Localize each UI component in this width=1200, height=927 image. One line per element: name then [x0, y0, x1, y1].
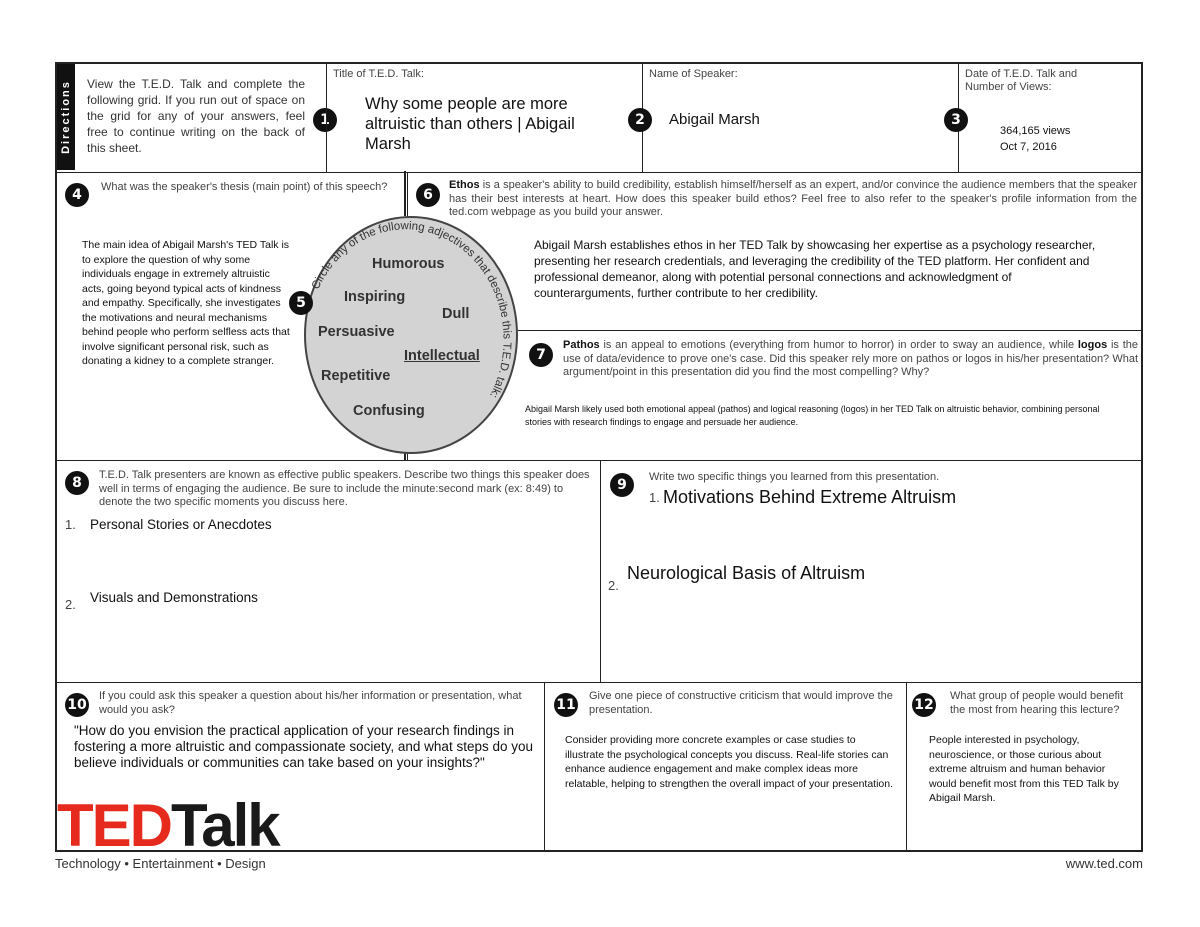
speaker-cell [635, 64, 958, 172]
learned-cell [600, 460, 1141, 682]
ethos-prompt [449, 179, 1137, 220]
adjective-persuasive[interactable]: Persuasive [318, 324, 395, 340]
footer-url[interactable]: www.ted.com [1065, 856, 1143, 871]
criticism-prompt: Give one piece of constructive criticism that would improve the presentation. [589, 690, 893, 716]
question-6-number: 6 [416, 183, 440, 207]
pathos-term: Pathos [563, 339, 600, 351]
learned-item-2[interactable]: Neurological Basis of Altruism [627, 563, 866, 583]
ted-logo-red: TED [57, 792, 171, 859]
engagement-cell [57, 460, 600, 682]
learned-item-2-number: 2. [608, 578, 619, 593]
ethos-term: Ethos [449, 179, 480, 191]
question-9-number: 9 [610, 473, 634, 497]
date-views-cell [951, 64, 1141, 172]
engagement-prompt: T.E.D. Talk presenters are known as effective public speakers. Describe two things this speaker does well in terms of engaging the audience. Be sure to include the minute:second mark (ex: 8:49) to denote the two specific moments you discuss here. [99, 469, 590, 508]
directions-tab [57, 64, 75, 170]
thesis-prompt: What was the speaker's thesis (main point) of this speech? [101, 181, 388, 193]
question-prompt: If you could ask this speaker a question about his/her information or presentation, what would you ask? [99, 690, 522, 716]
ethos-cell [407, 172, 1141, 330]
directions-text: View the T.E.D. Talk and complete the following grid. If you run out of space on the grid for any of your answers, feel free to continue writing on the back of this sheet. [87, 77, 305, 155]
logos-term: logos [1077, 339, 1108, 351]
question-7-number: 7 [529, 343, 553, 367]
adjective-humorous[interactable]: Humorous [372, 256, 445, 272]
question-2-number: 2 [628, 108, 652, 132]
adjective-repetitive[interactable]: Repetitive [321, 368, 391, 384]
question-3-number: 3 [944, 108, 968, 132]
audience-answer[interactable]: People interested in psychology, neuroscience, or those curious about extreme altruism and human behavior would benefit most from this TED Talk by Abigail Marsh. [929, 734, 1119, 804]
circle-arc-label: Circle any of the following adjectives that describe this T.E.D. talk: [309, 220, 513, 400]
title-label: Title of T.E.D. Talk: [333, 68, 424, 80]
adjective-circle [304, 216, 518, 454]
learned-prompt: Write two specific things you learned from this presentation. [649, 471, 940, 483]
directions-cell [57, 64, 330, 172]
audience-prompt: What group of people would benefit the most from hearing this lecture? [950, 690, 1124, 716]
ethos-prompt-text: is a speaker's ability to build credibility, establish himself/herself as an expert, and/or convince the audience members that the speaker has their best interests at heart. How does this speaker build ethos? Feel free to also refer to the speaker's profile information from the ted.com webpage as you build your answer. [449, 179, 1137, 218]
pathos-logos-prompt: Pathos is an appeal to emotions (everything from humor to horror) in order to sway an audience, while logos is the use of data/evidence to prove one's case. Did this speaker rely more on pathos or logos in his/her presentation? What argument/point in this presentation did you find the most compelling? Why? [563, 339, 1138, 378]
question-4-number: 4 [65, 183, 89, 207]
date-views-label: Date of T.E.D. Talk and Number of Views: [965, 68, 1078, 93]
pathos-logos-answer[interactable]: Abigail Marsh likely used both emotional appeal (pathos) and logical reasoning (logos) in her TED Talk on altruistic behavior, combining personal stories with research findings to engage and persuade her audience. [525, 404, 1100, 427]
engagement-item-2-number: 2. [65, 597, 76, 612]
speaker-label: Name of Speaker: [649, 68, 738, 80]
views-answer[interactable]: 364,165 views [1000, 125, 1071, 137]
engagement-item-1-number: 1. [65, 517, 76, 532]
adjective-confusing[interactable]: Confusing [353, 403, 425, 419]
engagement-item-2[interactable]: Visuals and Demonstrations [90, 590, 258, 605]
date-answer[interactable]: Oct 7, 2016 [1000, 141, 1057, 153]
audience-cell [906, 682, 1141, 850]
title-cell [326, 64, 642, 172]
adjective-dull[interactable]: Dull [442, 306, 470, 322]
talk-logo-dark: Talk [171, 792, 279, 859]
title-answer[interactable]: Why some people are more altruistic than others | Abigail Marsh [365, 95, 575, 153]
footer-tagline: Technology • Entertainment • Design [55, 856, 266, 871]
circle-connector-top [404, 171, 406, 216]
question-1-number: 1 [313, 108, 337, 132]
question-5-number: 5 [289, 291, 313, 315]
question-8-number: 8 [65, 471, 89, 495]
criticism-cell [544, 682, 906, 850]
criticism-answer[interactable]: Consider providing more concrete examples or case studies to illustrate the psychological concepts you discuss. Real-life stories can enhance audience engagement and make complex ideas more relatable, helping to strengthen the overall impact of your presentation. [565, 734, 894, 790]
learned-item-1-number: 1. [649, 490, 660, 505]
ted-talk-logo [57, 792, 279, 859]
speaker-answer[interactable]: Abigail Marsh [669, 111, 760, 128]
worksheet-grid [55, 62, 1143, 852]
directions-tab-label: Directions [60, 80, 72, 154]
ethos-answer[interactable]: Abigail Marsh establishes ethos in her TED Talk by showcasing her expertise as a psychology researcher, presenting her research credentials, and leveraging the credibility of the TED platform. Her confident and professional demeanor, along with potential personal connections and acknowledgment of counterarguments, further contribute to her credibility. [534, 238, 1096, 300]
adjective-intellectual[interactable]: Intellectual [404, 348, 480, 364]
question-answer[interactable]: "How do you envision the practical application of your research findings in fostering a more altruistic and compassionate society, and what steps do you believe individuals or communities can take based on your insights?" [74, 723, 533, 770]
question-10-number: 10 [65, 693, 89, 717]
question-12-number: 12 [912, 693, 936, 717]
learned-item-1[interactable]: Motivations Behind Extreme Altruism [663, 487, 957, 507]
question-11-number: 11 [554, 693, 578, 717]
adjective-inspiring[interactable]: Inspiring [344, 289, 406, 305]
engagement-item-1[interactable]: Personal Stories or Anecdotes [90, 517, 272, 532]
thesis-answer[interactable]: The main idea of Abigail Marsh's TED Talk is to explore the question of why some individuals engage in extremely altruistic acts, going beyond typical acts of kindness and empathy. Specifically, she investigates the motivations and neural mechanisms behind people who perform selfless acts that involve significant personal risk, such as donating a kidney to a complete stranger. [82, 239, 290, 367]
